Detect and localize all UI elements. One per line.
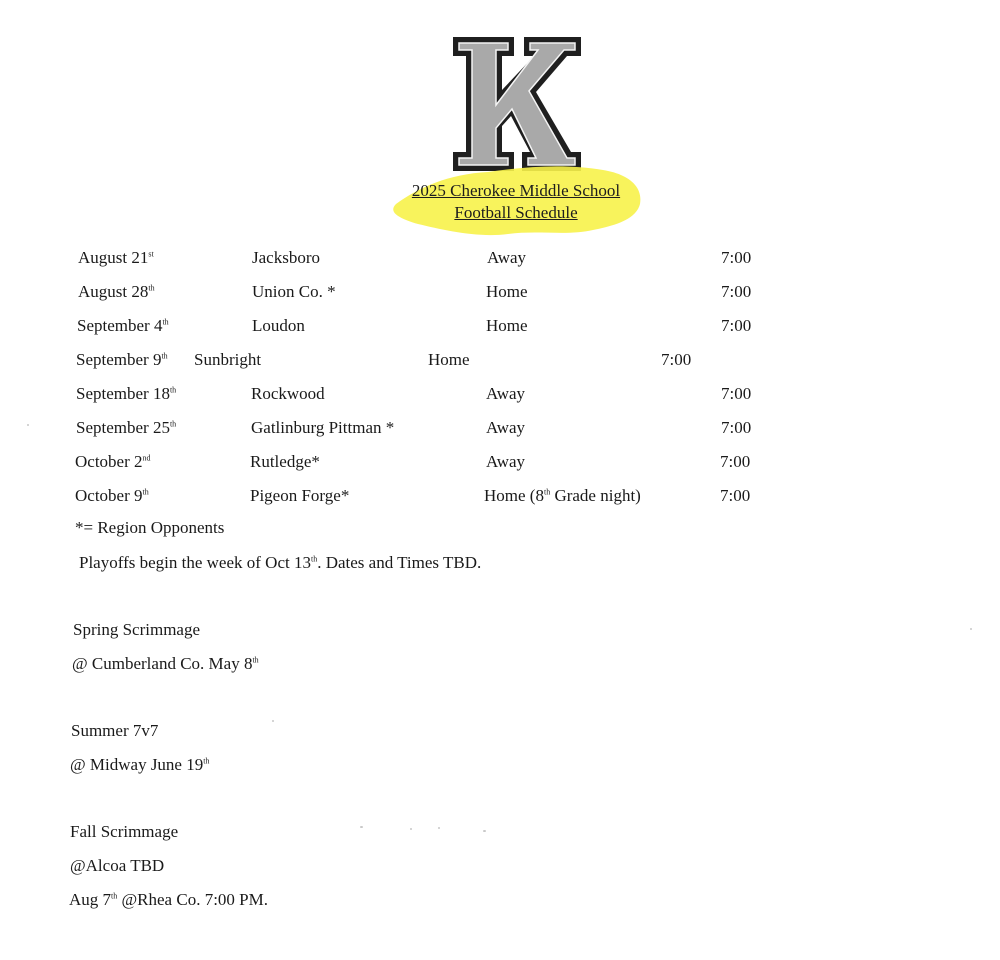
schedule-row	[0, 384, 1000, 414]
game-time: 7:00	[721, 282, 752, 301]
game-time: 7:00	[721, 316, 752, 335]
k-logo	[450, 34, 584, 174]
game-time: 7:00	[720, 486, 751, 505]
game-opponent: Loudon	[252, 316, 305, 335]
game-opponent: Gatlinburg Pittman *	[251, 418, 395, 437]
game-date: October 9th	[75, 486, 149, 505]
summer-7v7-detail: @ Midway June 19th	[70, 755, 210, 774]
playoffs-note: Playoffs begin the week of Oct 13th. Dates and Times TBD.	[79, 553, 482, 572]
scan-speck	[410, 828, 412, 830]
game-location: Home (8th Grade night)	[484, 486, 641, 505]
fall-scrimmage-heading: Fall Scrimmage	[70, 822, 179, 841]
scan-speck	[360, 826, 363, 828]
game-date: September 18th	[76, 384, 177, 403]
spring-scrimmage-heading: Spring Scrimmage	[73, 620, 201, 639]
game-time: 7:00	[721, 248, 752, 267]
game-time: 7:00	[721, 418, 752, 437]
game-opponent: Rockwood	[251, 384, 325, 403]
schedule-row	[0, 282, 1000, 312]
game-location: Away	[486, 452, 526, 471]
game-date: August 21st	[78, 248, 154, 267]
scan-speck	[27, 424, 29, 426]
game-location: Away	[486, 384, 526, 403]
summer-7v7-heading: Summer 7v7	[71, 721, 159, 740]
game-opponent: Pigeon Forge*	[250, 486, 350, 505]
schedule-row	[0, 452, 1000, 482]
game-time: 7:00	[720, 452, 751, 471]
game-opponent: Jacksboro	[252, 248, 320, 267]
scan-speck	[483, 830, 486, 832]
schedule-row	[0, 418, 1000, 448]
game-opponent: Union Co. *	[252, 282, 336, 301]
scan-speck	[438, 827, 440, 829]
game-date: September 25th	[76, 418, 177, 437]
game-opponent: Sunbright	[194, 350, 262, 369]
game-opponent: Rutledge*	[250, 452, 320, 471]
title-line-2: Football Schedule	[454, 203, 578, 222]
game-location: Home	[428, 350, 470, 369]
schedule-title	[380, 180, 652, 224]
schedule-row	[0, 486, 1000, 516]
spring-scrimmage-detail: @ Cumberland Co. May 8th	[72, 654, 259, 673]
game-location: Away	[486, 418, 526, 437]
game-time: 7:00	[721, 384, 752, 403]
game-location: Home	[486, 282, 528, 301]
game-time: 7:00	[661, 350, 692, 369]
region-opponents-note: *= Region Opponents	[75, 518, 225, 537]
scan-speck	[272, 720, 274, 722]
title-line-1: 2025 Cherokee Middle School	[411, 181, 621, 200]
fall-scrimmage-line-2: Aug 7th @Rhea Co. 7:00 PM.	[69, 890, 268, 909]
schedule-row	[0, 316, 1000, 346]
game-date: August 28th	[78, 282, 155, 301]
game-date: October 2nd	[75, 452, 151, 471]
schedule-row	[0, 350, 1000, 380]
game-date: September 4th	[77, 316, 169, 335]
game-location: Home	[486, 316, 528, 335]
k-letter-icon	[453, 37, 581, 171]
fall-scrimmage-line-1: @Alcoa TBD	[70, 856, 165, 875]
game-location: Away	[487, 248, 527, 267]
game-date: September 9th	[76, 350, 168, 369]
schedule-row	[0, 248, 1000, 278]
scan-speck	[970, 628, 972, 630]
